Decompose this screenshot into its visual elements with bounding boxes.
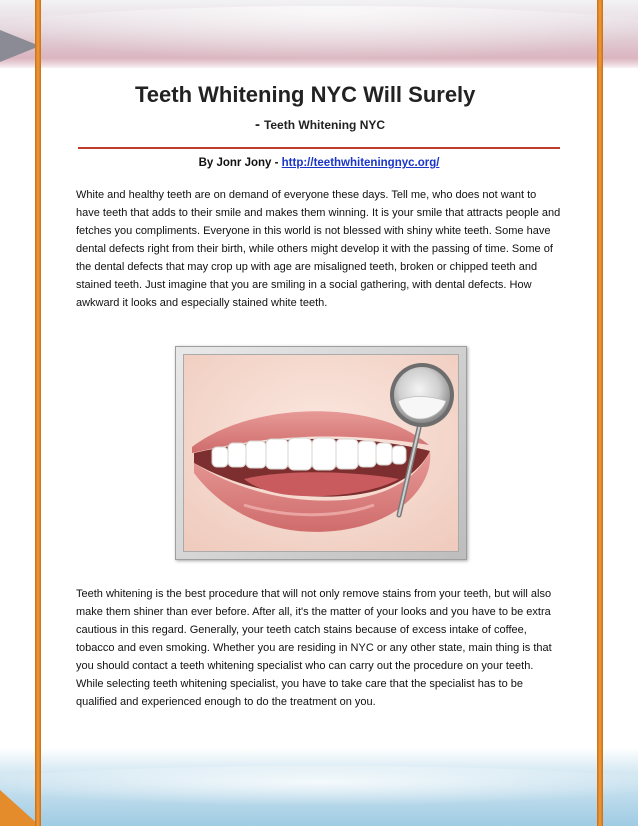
page-title: Teeth Whitening NYC Will Surely bbox=[135, 82, 476, 107]
paragraph-procedure: Teeth whitening is the best procedure that will not only remove stains from your teeth, but will also make them shiner than ever before. After all, it's the matter of your looks and you have to be extra cautious in this regard. Generally, your teeth catch stains because of excess intake of coffee, tobacco and even smoking. Whether you are residing in NYC or any other state, main thing is that you should contact a teeth whitening specialist who can carry out the procedure on your teeth. While selecting teeth whitening specialist, you have to take care that the specialist has to be qualified and experienced enough to do the treatment on you. bbox=[76, 588, 552, 708]
page-subtitle bbox=[80, 116, 560, 133]
header-swoosh bbox=[0, 6, 638, 62]
teeth-photo bbox=[183, 354, 459, 552]
footer-band bbox=[0, 748, 638, 826]
smile-mirror-image bbox=[184, 355, 459, 552]
photo-frame bbox=[175, 346, 467, 560]
header-band bbox=[0, 0, 638, 68]
left-accent-bar bbox=[35, 0, 41, 826]
corner-tab bbox=[0, 30, 40, 62]
byline-link[interactable]: http://teethwhiteningnyc.org/ bbox=[281, 157, 440, 169]
title-rule bbox=[78, 147, 560, 149]
footer-corner bbox=[0, 790, 40, 826]
subtitle-dash: - bbox=[254, 116, 260, 133]
right-accent-bar bbox=[597, 0, 603, 826]
subtitle-text: Teeth Whitening NYC bbox=[263, 118, 386, 132]
byline bbox=[78, 157, 560, 169]
byline-author: By Jonr Jony - bbox=[198, 157, 282, 169]
paragraph-intro: White and healthy teeth are on demand of everyone these days. Tell me, who does not want to have teeth that adds to their smile and makes them winning. It is your smile that attracts people and fetches you compliments. Everyone in this world is not blessed with shiny white teeth. Some have dental defects right from their birth, while others might develop it with the passing of time. Some of the dental defects that may crop up with age are misaligned teeth, broken or chipped teeth and stained teeth. Just imagine that you are smiling in a social gathering, with dental defects. How awkward it looks and especially stained white teeth. bbox=[76, 189, 561, 309]
